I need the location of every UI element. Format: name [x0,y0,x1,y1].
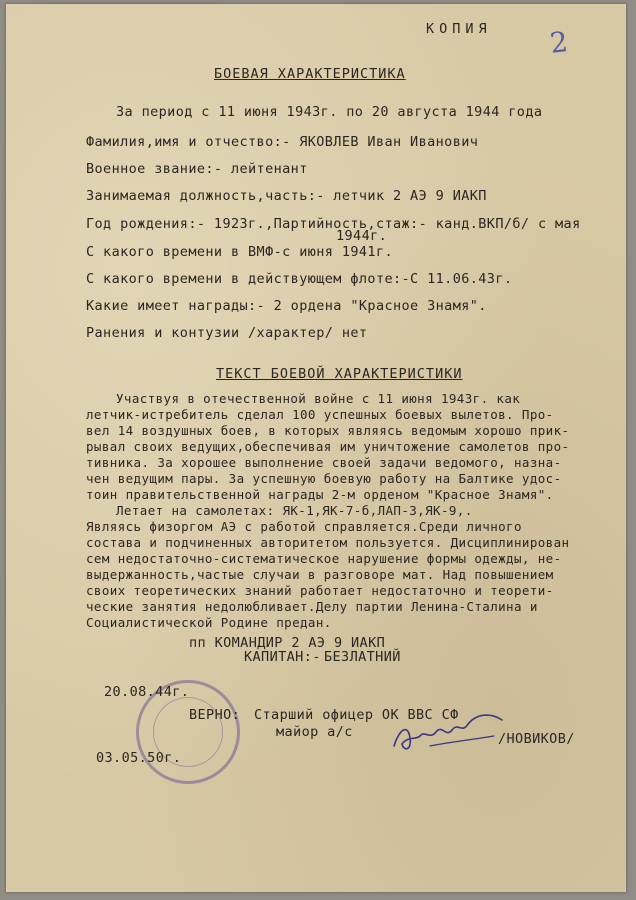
document-title: БОЕВАЯ ХАРАКТЕРИСТИКА [214,66,406,82]
position-field: Занимаемая должность,часть:- летчик 2 АЭ 9 ИАКП [86,188,487,204]
awards-field: Какие имеет награды:- 2 ордена "Красное Знамя". [86,298,487,314]
body-line: летчик-истребитель сделал 100 успешных боевых вылетов. Про- [86,407,554,422]
body-line: чен ведущим пары. За успешную боевую работу на Балтике удос- [86,471,562,486]
body-line: рывал своих ведущих,обеспечивая им уничтожение самолетов про- [86,439,570,454]
officer-title: Старший офицер ОК ВВС СФ [254,707,459,723]
officer-name: /НОВИКОВ/ [498,731,575,747]
body-line: Социалистической Родине предан. [86,615,332,630]
document-date: 20.08.44г. [104,684,190,700]
party-since-year: 1944г. [336,228,388,244]
body-line: Летает на самолетах: ЯК-1,ЯК-7-б,ЛАП-3,ЯК-9,. [116,503,473,518]
rank-field: Военное звание:- лейтенант [86,161,308,177]
body-line: Являясь физоргом АЭ с работой справляется.Среди личного [86,519,522,534]
commander-name: БЕЗЛАТНИЙ [324,649,401,665]
copy-date: 03.05.50г. [96,750,182,766]
name-field: Фамилия,имя и отчество:- ЯКОВЛЕВ Иван Иванович [86,134,479,150]
section-title: ТЕКСТ БОЕВОЙ ХАРАКТЕРИСТИКИ [216,366,463,382]
body-line: состава и подчиненных авторитетом пользуется. Дисциплинирован [86,535,570,550]
commander-rank: КАПИТАН:- [244,649,321,665]
body-line: тивника. За хорошее выполнение своей задачи ведомого, назна- [86,455,562,470]
commander-title: пп КОМАНДИР 2 АЭ 9 ИАКП [189,635,386,651]
active-fleet-field: С какого времени в действующем флоте:-С 11.06.43г. [86,271,513,287]
body-line: вел 14 воздушных боев, в которых являясь ведомым хорошо прик- [86,423,570,438]
body-line: своих теоретических знаний работает недостаточно и теорети- [86,583,554,598]
body-line: сем недостаточно-систематическое нарушение формы одежды, не- [86,551,562,566]
officer-rank: майор а/с [276,724,353,740]
period-line: За период с 11 июня 1943г. по 20 августа 1944 года [116,104,543,120]
copy-mark: КОПИЯ [426,21,492,37]
body-line: тоин правительственной награды 2-м орденом "Красное Знамя". [86,487,554,502]
body-line: выдержанность,частые случаи в разговоре мат. Над повышением [86,567,554,582]
verno-label: ВЕРНО: [189,707,241,723]
birth-party-field: Год рождения:- 1923г.,Партийность,стаж:- канд.ВКП/б/ с мая [86,216,581,232]
navy-since-field: С какого времени в ВМФ-с июня 1941г. [86,244,393,260]
body-line: Участвуя в отечественной войне с 11 июня 1943г. как [116,391,521,406]
wounds-field: Ранения и контузии /характер/ нет [86,325,368,341]
body-line: ческие занятия недолюбливает.Делу партии Ленина-Сталина и [86,599,538,614]
signature [390,706,510,758]
page-number: 2 [548,25,570,60]
document-sheet [6,4,626,892]
